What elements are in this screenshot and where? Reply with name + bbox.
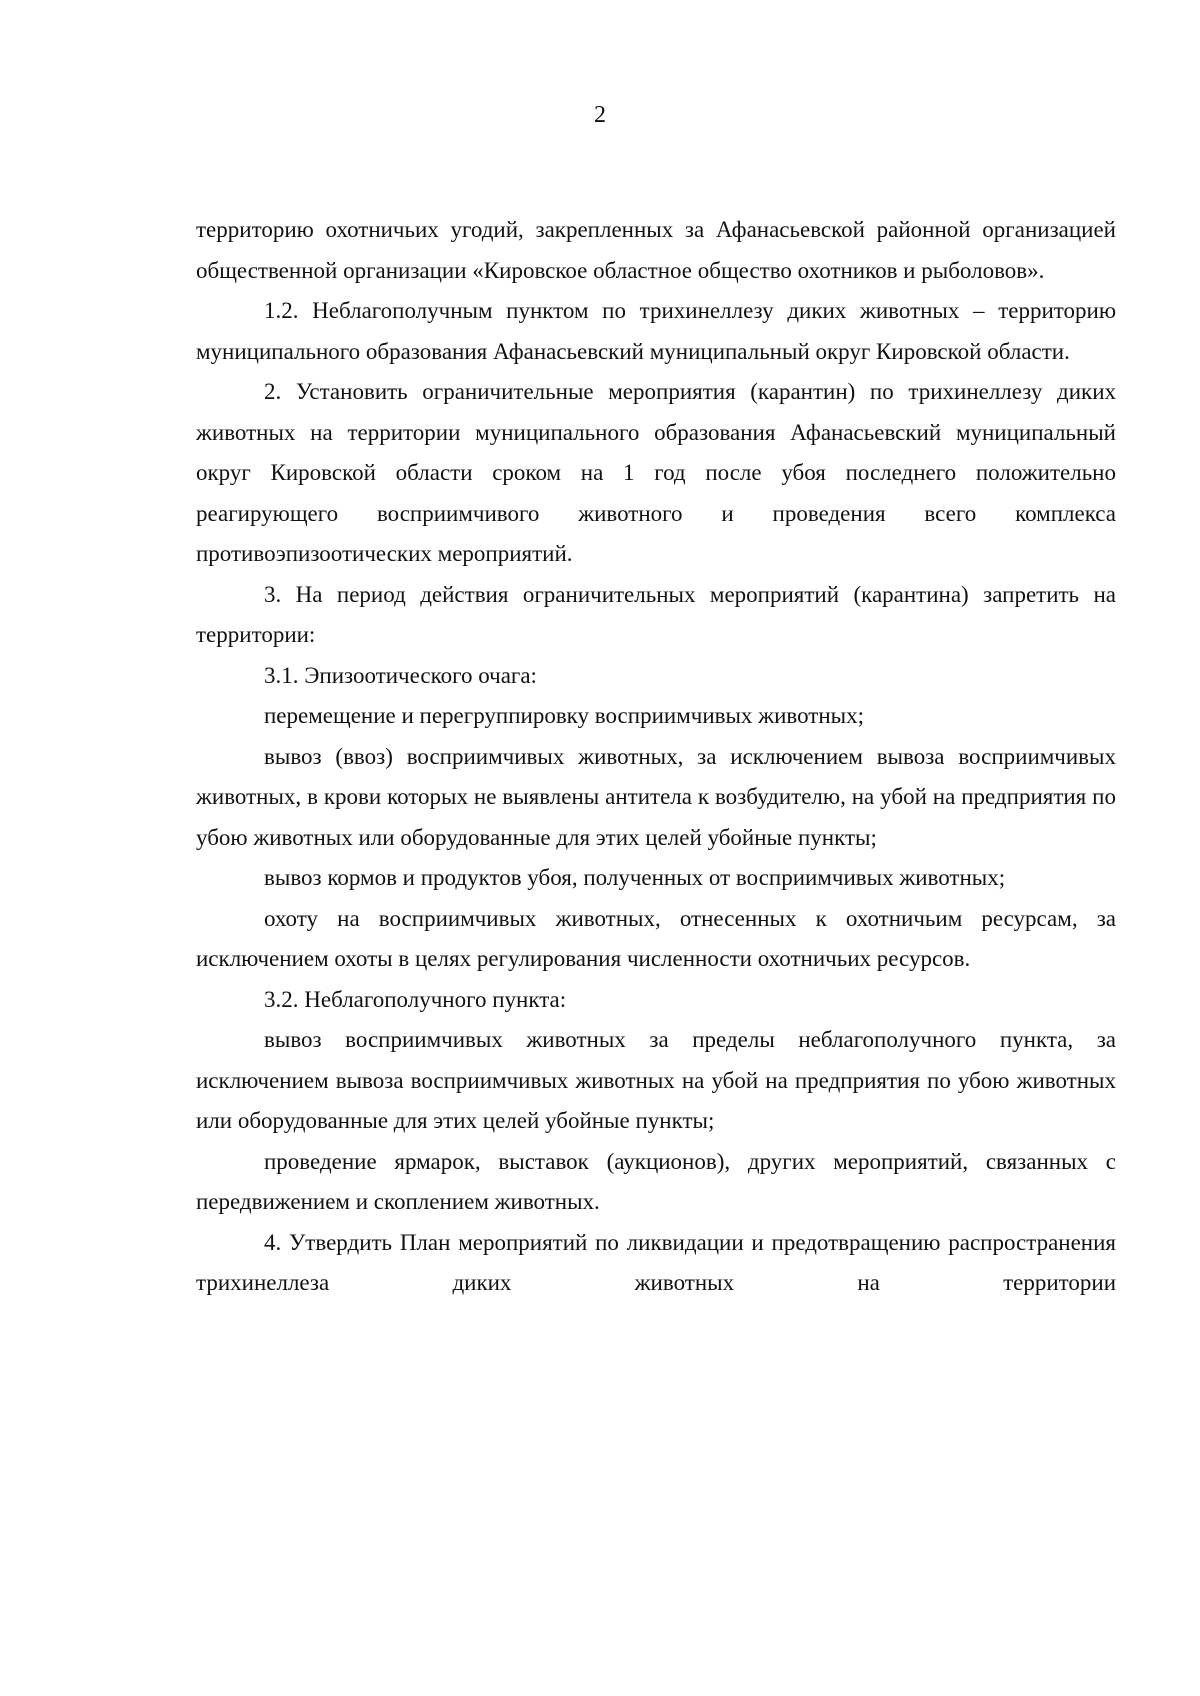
paragraph: вывоз восприимчивых животных за пределы неблагополучного пункта, за исключением вывоза восприимчивых животных на убой на предприятия по убою животных или оборудованные для этих целей убойные пункты;: [196, 1027, 1116, 1133]
paragraph: охоту на восприимчивых животных, отнесенных к охотничьим ресурсам, за исключением охоты в целях регулирования численности охотничьих ресурсов.: [196, 905, 1116, 971]
paragraph: вывоз кормов и продуктов убоя, полученных от восприимчивых животных;: [264, 865, 1006, 890]
paragraph: 3.1. Эпизоотического очага:: [264, 662, 537, 688]
paragraph: территорию охотничьих угодий, закрепленных за Афанасьевской районной организацией общественной организации «Кировское областное общество охотников и рыболовов».: [196, 217, 1116, 283]
paragraph: проведение ярмарок, выставок (аукционов), других мероприятий, связанных с передвижением и скоплением животных.: [196, 1148, 1116, 1214]
paragraph: перемещение и перегруппировку восприимчивых животных;: [264, 703, 864, 728]
paragraph: 1.2. Неблагополучным пунктом по трихинеллезу диких животных – территорию муниципального образования Афанасьевский муниципальный округ Кировской области.: [196, 298, 1116, 364]
page-number: 2: [594, 102, 606, 128]
document-body: [196, 210, 1116, 1304]
paragraph: 3. На период действия ограничительных мероприятий (карантина) запретить на территории:: [196, 581, 1116, 647]
paragraph: вывоз (ввоз) восприимчивых животных, за исключением вывоза восприимчивых животных, в крови которых не выявлены антитела к возбудителю, на убой на предприятия по убою животных или оборудованные для этих целей убойные пункты;: [196, 743, 1116, 850]
paragraph: 4. Утвердить План мероприятий по ликвидации и предотвращению распространения трихинеллеза диких животных на территории: [196, 1229, 1116, 1295]
paragraph: 2. Установить ограничительные мероприятия (карантин) по трихинеллезу диких животных на территории муниципального образования Афанасьевский муниципальный округ Кировской области сроком на 1 год после убоя последнего положительно реагирующего восприимчивого животного и проведения всего комплекса противоэпизоотических мероприятий.: [196, 379, 1116, 566]
paragraph: 3.2. Неблагополучного пункта:: [264, 986, 567, 1012]
